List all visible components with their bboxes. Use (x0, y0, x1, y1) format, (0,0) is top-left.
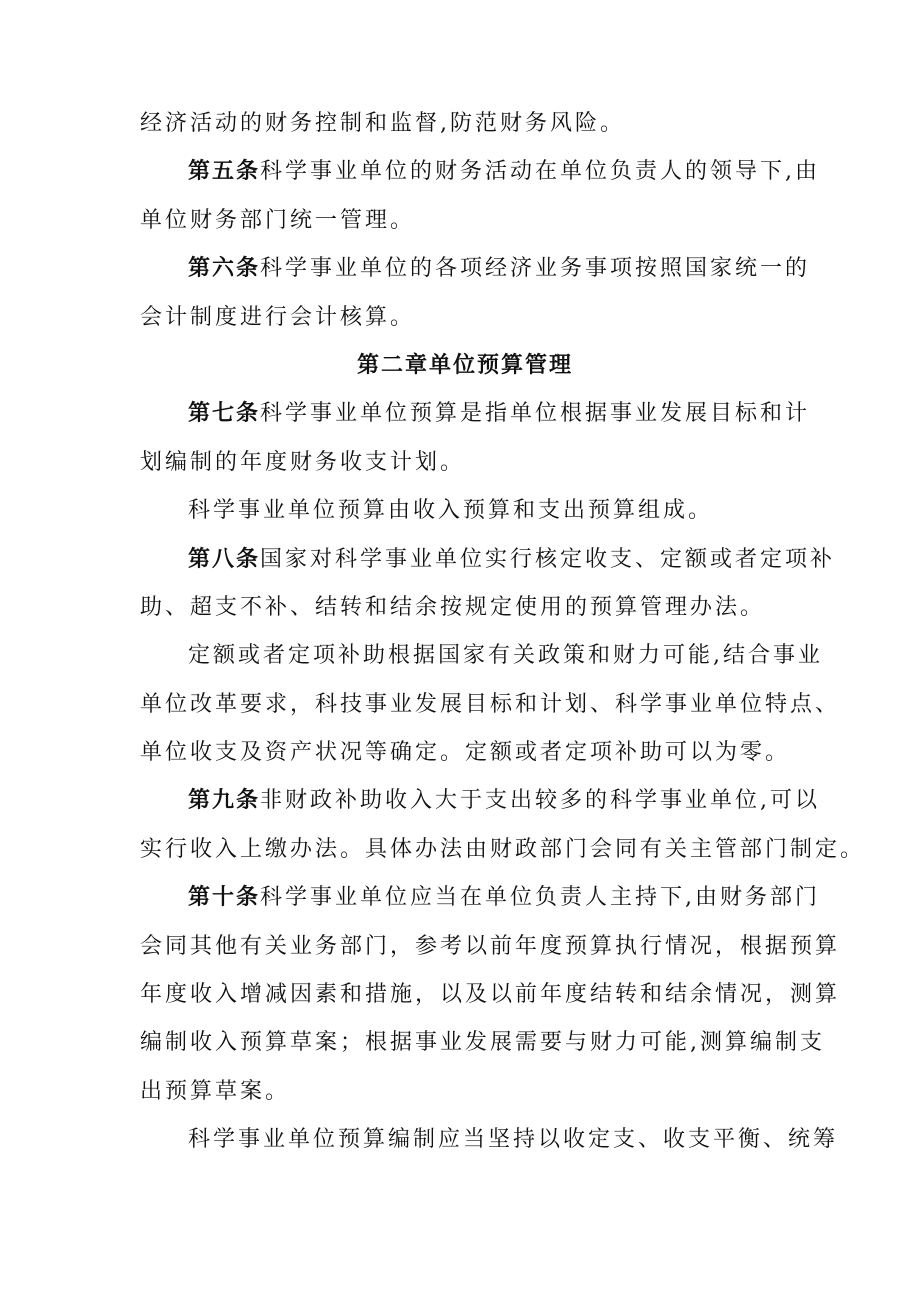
paragraph-line: 划编制的年度财务收支计划。 (140, 449, 466, 475)
paragraph-line: 编制收入预算草案；根据事业发展需要与财力可能,测算编制支 (140, 1030, 825, 1056)
paragraph-line: 单位收支及资产状况等确定。定额或者定项补助可以为零。 (140, 740, 791, 766)
paragraph-text: 科学事业单位预算是指单位根据事业发展目标和计 (260, 401, 811, 427)
chapter-heading: 第二章单位预算管理 (356, 352, 573, 378)
paragraph-line: 年度收入增减因素和措施，以及以前年度结转和结余情况，测算 (140, 982, 841, 1008)
paragraph-text: 科学事业单位的财务活动在单位负责人的领导下,由 (260, 159, 821, 185)
article-number: 第八条 (188, 546, 261, 572)
article-number: 第七条 (188, 401, 261, 427)
paragraph-line: 经济活动的财务控制和监督,防范财务风险。 (140, 111, 625, 136)
paragraph-line: 助、超支不补、结转和结余按规定使用的预算管理办法。 (140, 594, 766, 620)
paragraph-text: 科学事业单位应当在单位负责人主持下,由财务部门 (260, 885, 821, 911)
paragraph-line (140, 874, 821, 922)
paragraph-line (140, 536, 836, 584)
paragraph-line: 科学事业单位预算由收入预算和支出预算组成。 (188, 498, 714, 524)
article-number: 第五条 (188, 159, 261, 185)
article-number: 第六条 (188, 256, 261, 282)
article-number: 第十条 (188, 885, 261, 911)
paragraph-line: 单位改革要求，科技事业发展目标和计划、科学事业单位特点、 (140, 691, 841, 717)
paragraph-line: 定额或者定项补助根据国家有关政策和财力可能,结合事业 (188, 643, 823, 669)
paragraph-line: 单位财务部门统一管理。 (140, 207, 416, 233)
paragraph-line (140, 148, 821, 196)
paragraph-text: 国家对科学事业单位实行核定收支、定额或者定项补 (260, 546, 836, 572)
paragraph-line: 出预算草案。 (140, 1078, 291, 1104)
article-number: 第九条 (188, 788, 261, 814)
paragraph-line: 会计制度进行会计核算。 (140, 304, 416, 330)
paragraph-text: 非财政补助收入大于支出较多的科学事业单位,可以 (260, 788, 821, 814)
paragraph-line (140, 390, 811, 438)
document-page (140, 100, 866, 1165)
paragraph-line: 实行收入上缴办法。具体办法由财政部门会同有关主管部门制定。 (140, 836, 866, 862)
paragraph-line (140, 245, 811, 293)
paragraph-text: 科学事业单位的各项经济业务事项按照国家统一的 (260, 256, 811, 282)
paragraph-line: 会同其他有关业务部门，参考以前年度预算执行情况，根据预算 (140, 933, 841, 959)
paragraph-line: 科学事业单位预算编制应当坚持以收定支、收支平衡、统筹 (188, 1127, 839, 1153)
paragraph-line (140, 777, 821, 825)
